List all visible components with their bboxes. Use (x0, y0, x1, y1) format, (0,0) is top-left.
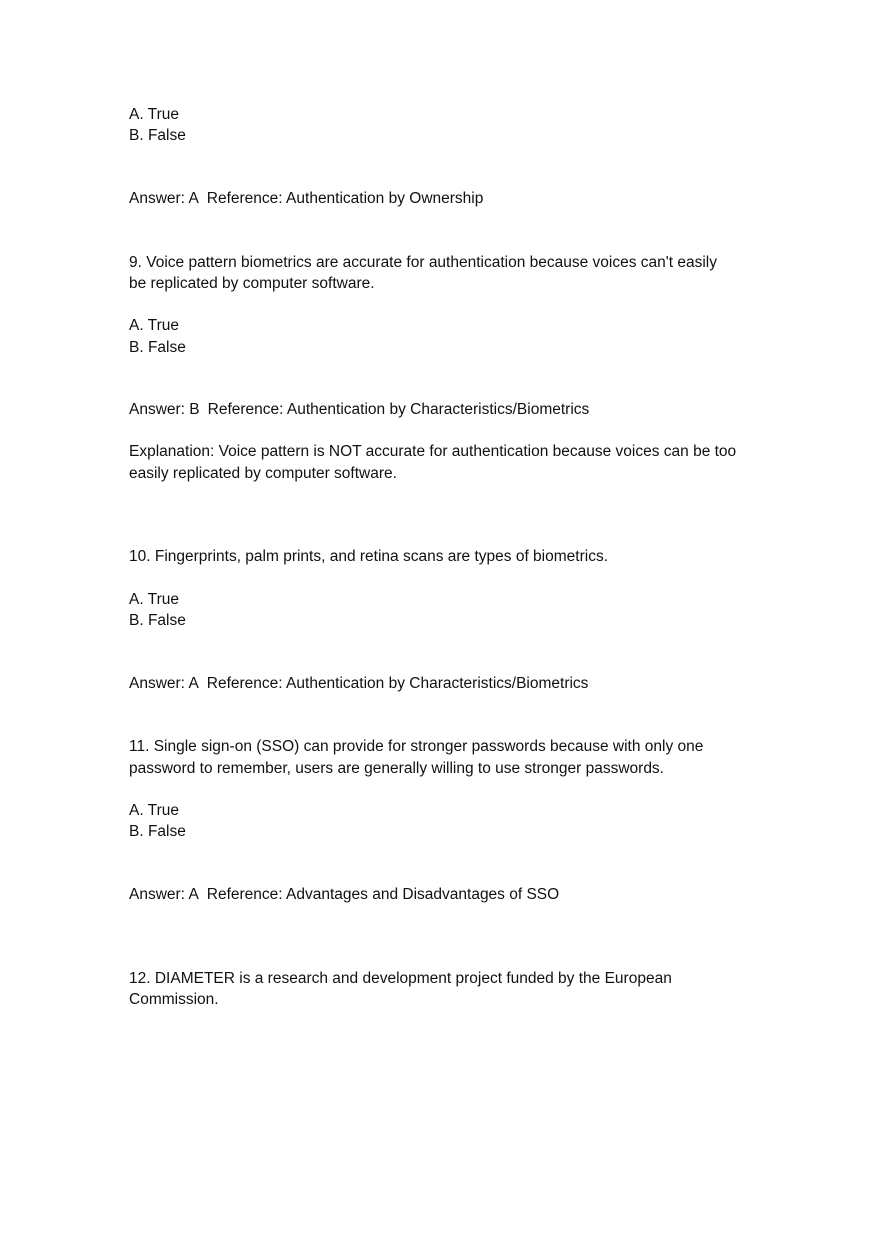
q10-answer: Answer: A (129, 675, 199, 692)
prev-option-b: B. False (129, 127, 186, 144)
q10-text-line1: 10. Fingerprints, palm prints, and retina scans are types of biometrics. (129, 548, 608, 565)
prev-option-a: A. True (129, 106, 179, 123)
q9-text-line2: be replicated by computer software. (129, 275, 375, 292)
q11-option-b: B. False (129, 823, 186, 840)
q9-reference: Reference: Authentication by Characteristics/Biometrics (207, 401, 590, 418)
q10-option-b: B. False (129, 612, 186, 629)
q11-answer: Answer: A (129, 886, 199, 903)
prev-reference: Reference: Authentication by Ownership (206, 190, 484, 207)
q11-text-line2: password to remember, users are generally willing to use stronger passwords. (129, 760, 664, 777)
q11-reference: Reference: Advantages and Disadvantages of SSO (206, 886, 560, 903)
q11-option-a: A. True (129, 802, 179, 819)
q9-explanation-line1: Explanation: Voice pattern is NOT accurate for authentication because voices can be too (129, 443, 737, 460)
q11-text-line1: 11. Single sign-on (SSO) can provide for stronger passwords because with only one (129, 738, 704, 755)
q9-option-a: A. True (129, 317, 179, 334)
q9-text-line1: 9. Voice pattern biometrics are accurate for authentication because voices can't easily (129, 254, 717, 271)
q9-answer: Answer: B (129, 401, 200, 418)
q11-answer-line (129, 884, 769, 906)
prev-answer-line (129, 188, 769, 210)
q9-option-b: B. False (129, 339, 186, 356)
q12-text-line1: 12. DIAMETER is a research and development project funded by the European (129, 970, 672, 987)
q10-answer-line (129, 673, 769, 695)
q9-explanation-line2: easily replicated by computer software. (129, 465, 397, 482)
q9-answer-line (129, 399, 769, 421)
q10-option-a: A. True (129, 591, 179, 608)
q12-text-line2: Commission. (129, 991, 219, 1008)
prev-answer: Answer: A (129, 190, 199, 207)
q10-reference: Reference: Authentication by Characteristics/Biometrics (206, 675, 589, 692)
